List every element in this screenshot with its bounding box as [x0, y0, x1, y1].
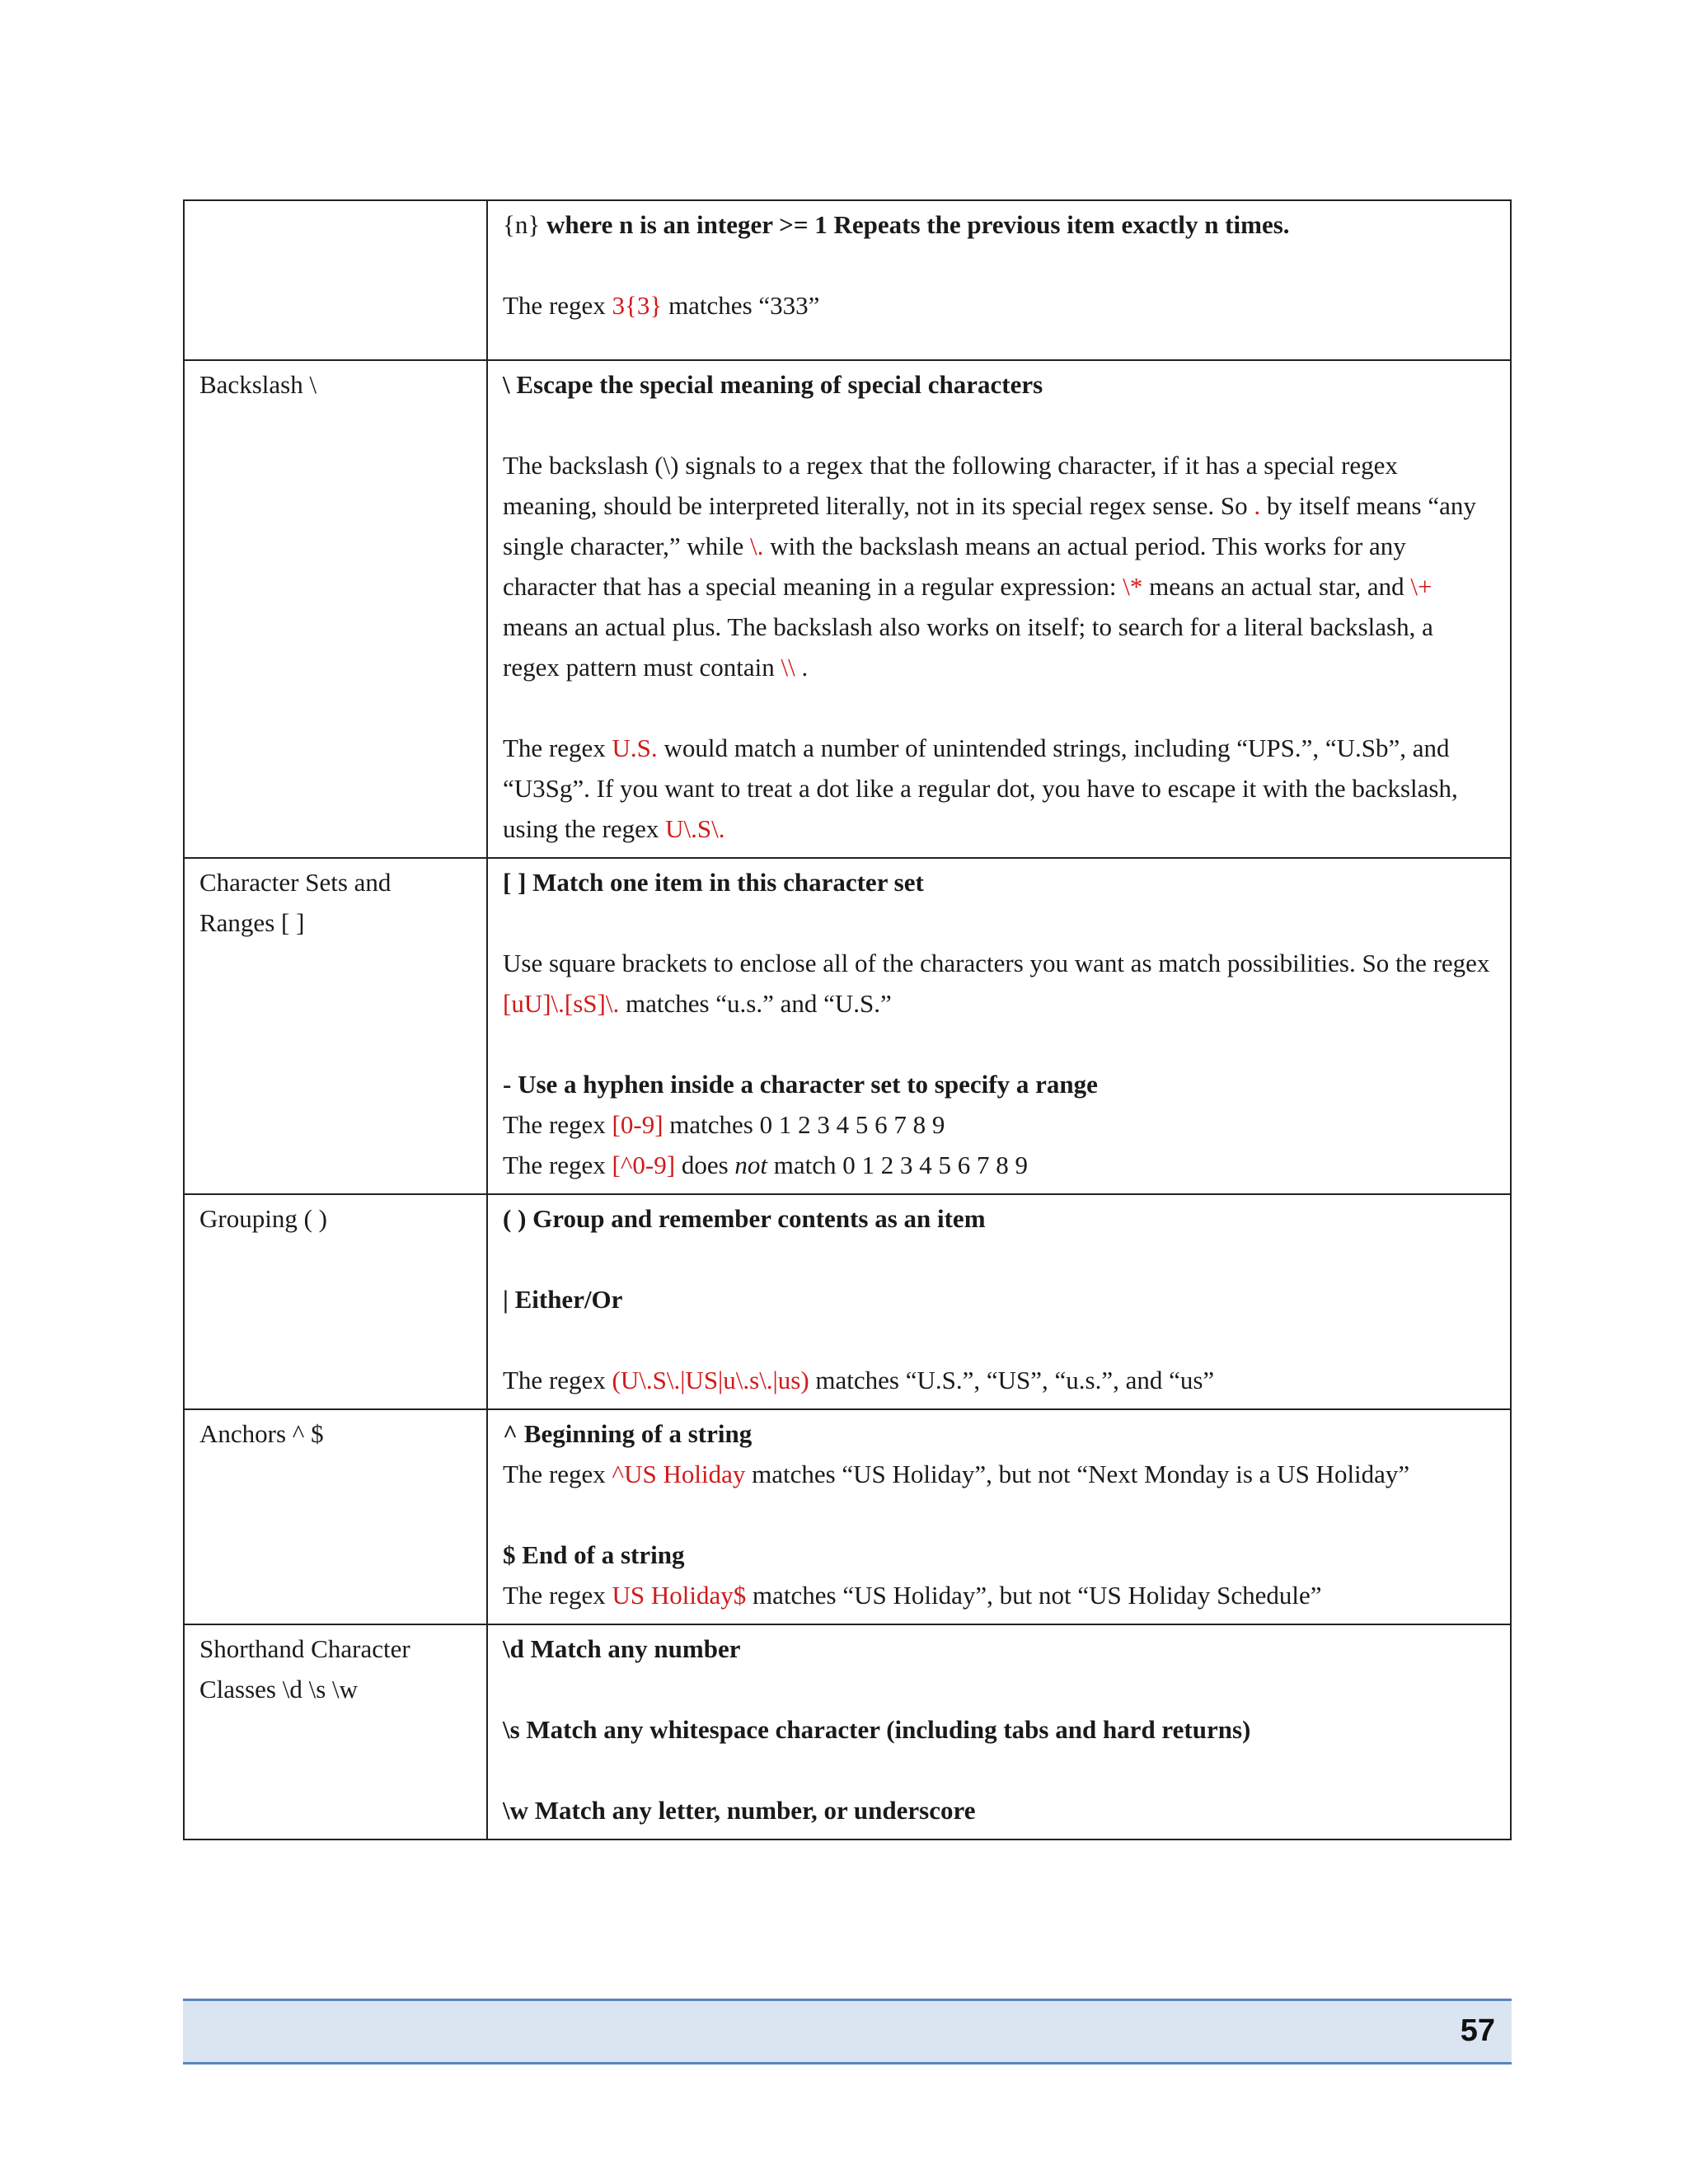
footer-bar	[183, 1999, 1512, 2064]
example-pre: The regex	[503, 291, 612, 320]
table-row	[184, 200, 1511, 360]
row-content	[487, 1624, 1511, 1840]
table-row	[184, 360, 1511, 858]
paragraph	[503, 445, 1495, 687]
text-span: matches 0 1 2 3 4 5 6 7 8 9	[663, 1110, 945, 1139]
row-content	[487, 1194, 1511, 1409]
table-row	[184, 858, 1511, 1194]
row-content	[487, 200, 1511, 360]
regex-code: ^US Holiday	[612, 1460, 746, 1488]
text-span: matches “US Holiday”, but not “US Holiday Schedule”	[746, 1581, 1322, 1610]
paragraph	[503, 728, 1495, 849]
text-span: The regex	[503, 733, 612, 762]
regex-code: U\.S\.	[665, 814, 725, 843]
example-line	[503, 1360, 1495, 1400]
text-span: matches “u.s.” and “U.S.”	[619, 989, 892, 1018]
row-heading: [ ] Match one item in this character set	[503, 868, 924, 897]
text-span: The backslash (\) signals to a regex that the following character, if it has a special regex meaning, should be interpreted literally, not in its special regex sense. So	[503, 451, 1398, 520]
row-label: Character Sets and Ranges [ ]	[184, 858, 487, 1194]
regex-code: .	[1254, 491, 1261, 520]
text-span: matches “US Holiday”, but not “Next Monday is a US Holiday”	[745, 1460, 1410, 1488]
regex-code: [^0-9]	[612, 1151, 676, 1179]
row-label	[184, 200, 487, 360]
regex-code: \*	[1123, 572, 1143, 601]
text-span: does	[675, 1151, 735, 1179]
example-line	[503, 1575, 1495, 1615]
paragraph	[503, 943, 1495, 1024]
row-heading: \w Match any letter, number, or underscore	[503, 1796, 976, 1825]
row-heading	[503, 204, 1495, 245]
row-label: Backslash \	[184, 360, 487, 858]
row-content	[487, 858, 1511, 1194]
regex-code: [uU]\.[sS]\.	[503, 989, 620, 1018]
row-heading: \d Match any number	[503, 1634, 741, 1663]
row-label: Anchors ^ $	[184, 1409, 487, 1624]
regex-code: \+	[1410, 572, 1432, 601]
emphasis: not	[734, 1151, 768, 1179]
text-span: with the backslash means an actual period. This works for any character that has a special meaning in a regular expression:	[503, 532, 1406, 601]
regex-code: U.S.	[612, 733, 658, 762]
regex-code: \.	[750, 532, 764, 560]
example-line	[503, 285, 1495, 326]
example-line	[503, 1104, 1495, 1145]
regex-code: [0-9]	[612, 1110, 663, 1139]
text-span: The regex	[503, 1366, 612, 1394]
row-heading: ( ) Group and remember contents as an item	[503, 1204, 986, 1233]
row-heading: $ End of a string	[503, 1540, 685, 1569]
text-span: by itself means “any single character,” while	[503, 491, 1476, 560]
text-span: means an actual plus. The backslash also works on itself; to search for a literal backslash, a regex pattern must contain	[503, 612, 1433, 682]
heading-prefix: {n}	[503, 210, 541, 239]
text-span: The regex	[503, 1151, 612, 1179]
regex-reference-table	[183, 199, 1512, 1840]
text-span: The regex	[503, 1110, 612, 1139]
text-span: The regex	[503, 1581, 612, 1610]
example-line	[503, 1145, 1495, 1185]
sub-heading: - Use a hyphen inside a character set to specify a range	[503, 1070, 1098, 1099]
regex-code: \\	[781, 653, 795, 682]
text-span: means an actual star, and	[1142, 572, 1411, 601]
row-heading: ^ Beginning of a string	[503, 1419, 753, 1448]
heading-text: where n is an integer >= 1 Repeats the previous item exactly n times.	[540, 210, 1290, 239]
row-content	[487, 360, 1511, 858]
text-span: would match a number of unintended strings, including “UPS.”, “U.Sb”, and “U3Sg”. If you want to treat a dot like a regular dot, you have to escape it with the backslash, using the regex	[503, 733, 1458, 843]
table-row	[184, 1194, 1511, 1409]
regex-code: 3{3}	[612, 291, 663, 320]
row-heading: \s Match any whitespace character (including tabs and hard returns)	[503, 1715, 1251, 1744]
page-number: 57	[1460, 2013, 1495, 2048]
table-row	[184, 1624, 1511, 1840]
regex-code: US Holiday$	[612, 1581, 747, 1610]
text-span: .	[795, 653, 809, 682]
example-post: matches “333”	[662, 291, 820, 320]
regex-code: (U\.S\.|US|u\.s\.|us)	[612, 1366, 809, 1394]
row-label: Shorthand Character Classes \d \s \w	[184, 1624, 487, 1840]
text-span: The regex	[503, 1460, 612, 1488]
row-heading: | Either/Or	[503, 1285, 623, 1314]
row-label: Grouping ( )	[184, 1194, 487, 1409]
text-span: Use square brackets to enclose all of the characters you want as match possibilities. So the regex	[503, 949, 1490, 977]
text-span: matches “U.S.”, “US”, “u.s.”, and “us”	[809, 1366, 1215, 1394]
text-span: match 0 1 2 3 4 5 6 7 8 9	[767, 1151, 1029, 1179]
row-content	[487, 1409, 1511, 1624]
row-heading: \ Escape the special meaning of special characters	[503, 370, 1043, 399]
table-row	[184, 1409, 1511, 1624]
example-line	[503, 1454, 1495, 1494]
